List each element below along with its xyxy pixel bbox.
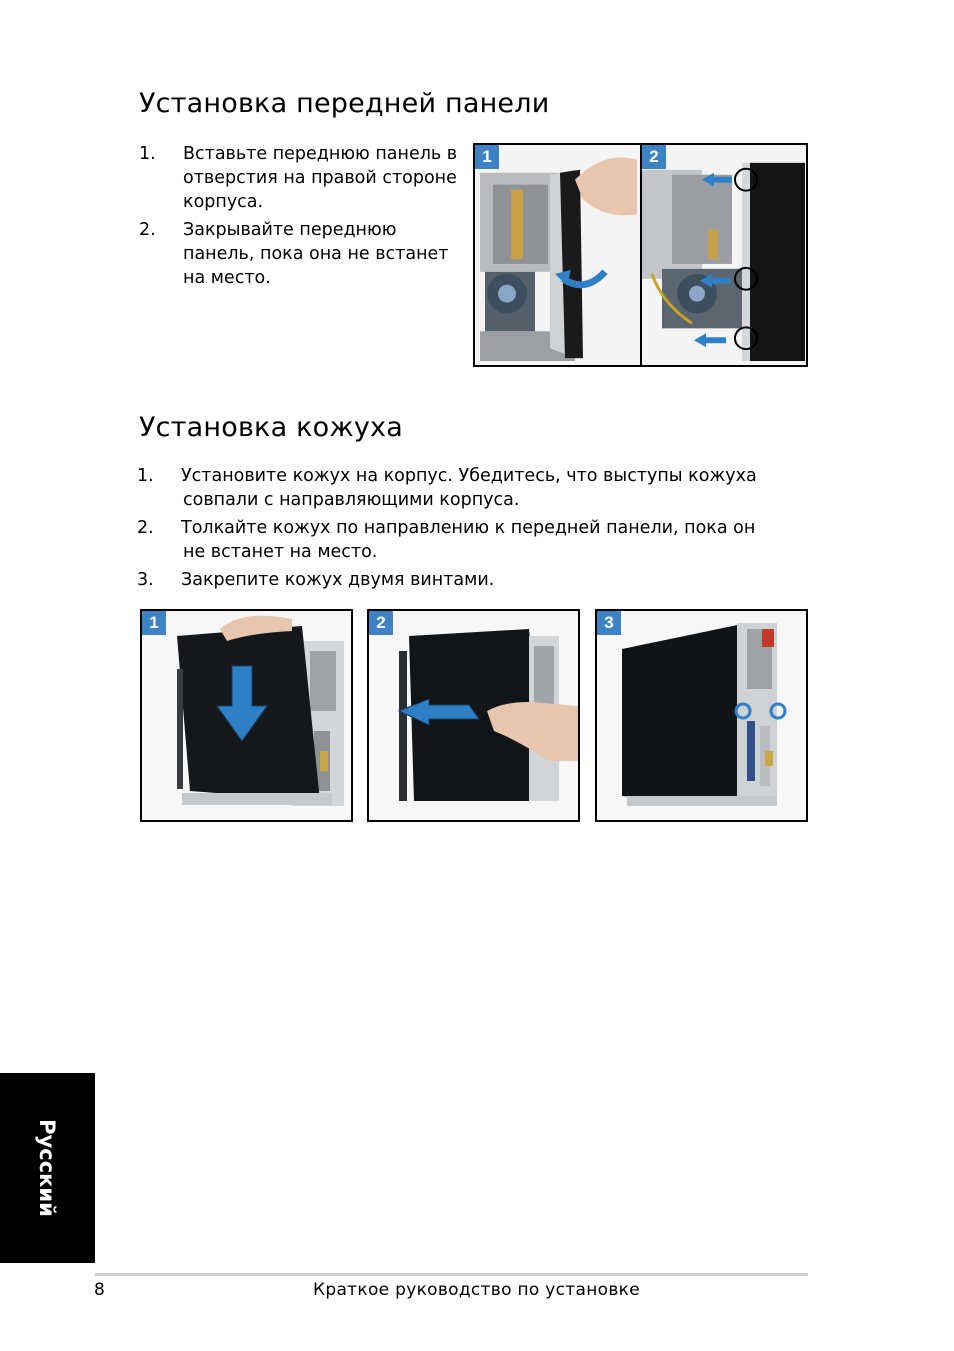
step-text: Закрывайте переднюю панель, пока она не встанет на место. — [183, 220, 449, 288]
step-number: 2. — [139, 220, 156, 240]
front-panel-steps — [139, 142, 459, 294]
step-text: Закрепите кожух двумя винтами. — [181, 570, 495, 590]
footer-divider — [95, 1273, 808, 1276]
case-cover-illustration — [369, 611, 578, 820]
step-item — [139, 142, 459, 214]
step-number: 1. — [137, 466, 154, 486]
language-side-tab — [0, 1073, 95, 1263]
step-badge: 3 — [597, 611, 621, 635]
step-text: Установите кожух на корпус. Убедитесь, что выступы кожуха совпали с направляющими корпуса. — [181, 466, 757, 510]
cover-photo-1 — [140, 609, 353, 822]
case-cover-illustration — [142, 611, 351, 820]
front-panel-photo-2 — [642, 145, 808, 365]
chassis-illustration — [642, 145, 808, 365]
step-text: Толкайте кожух по направлению к передней панели, пока он не встанет на место. — [181, 518, 756, 562]
step-item — [139, 464, 779, 512]
step-number: 1. — [139, 144, 156, 164]
language-tab-label: Русский — [35, 1119, 59, 1217]
cover-photo-3 — [595, 609, 808, 822]
step-badge: 1 — [142, 611, 166, 635]
step-badge: 2 — [642, 145, 666, 169]
step-badge: 1 — [475, 145, 499, 169]
step-badge: 2 — [369, 611, 393, 635]
step-text: Вставьте переднюю панель в отверстия на правой стороне корпуса. — [183, 144, 458, 212]
cover-steps — [139, 464, 779, 596]
step-item — [139, 218, 459, 290]
step-number: 2. — [137, 518, 154, 538]
section-title-cover: Установка кожуха — [139, 412, 403, 443]
footer-title: Краткое руководство по установке — [313, 1280, 640, 1300]
section-title-front-panel: Установка передней панели — [139, 88, 550, 119]
photo-divider — [640, 145, 642, 365]
page-number: 8 — [94, 1280, 105, 1300]
step-number: 3. — [137, 570, 154, 590]
cover-photo-2 — [367, 609, 580, 822]
step-item — [139, 516, 779, 564]
front-panel-photo-pair — [473, 143, 808, 367]
front-panel-photo-1 — [475, 145, 640, 365]
case-back-illustration — [597, 611, 806, 820]
step-item — [139, 568, 779, 592]
chassis-illustration — [475, 145, 640, 365]
